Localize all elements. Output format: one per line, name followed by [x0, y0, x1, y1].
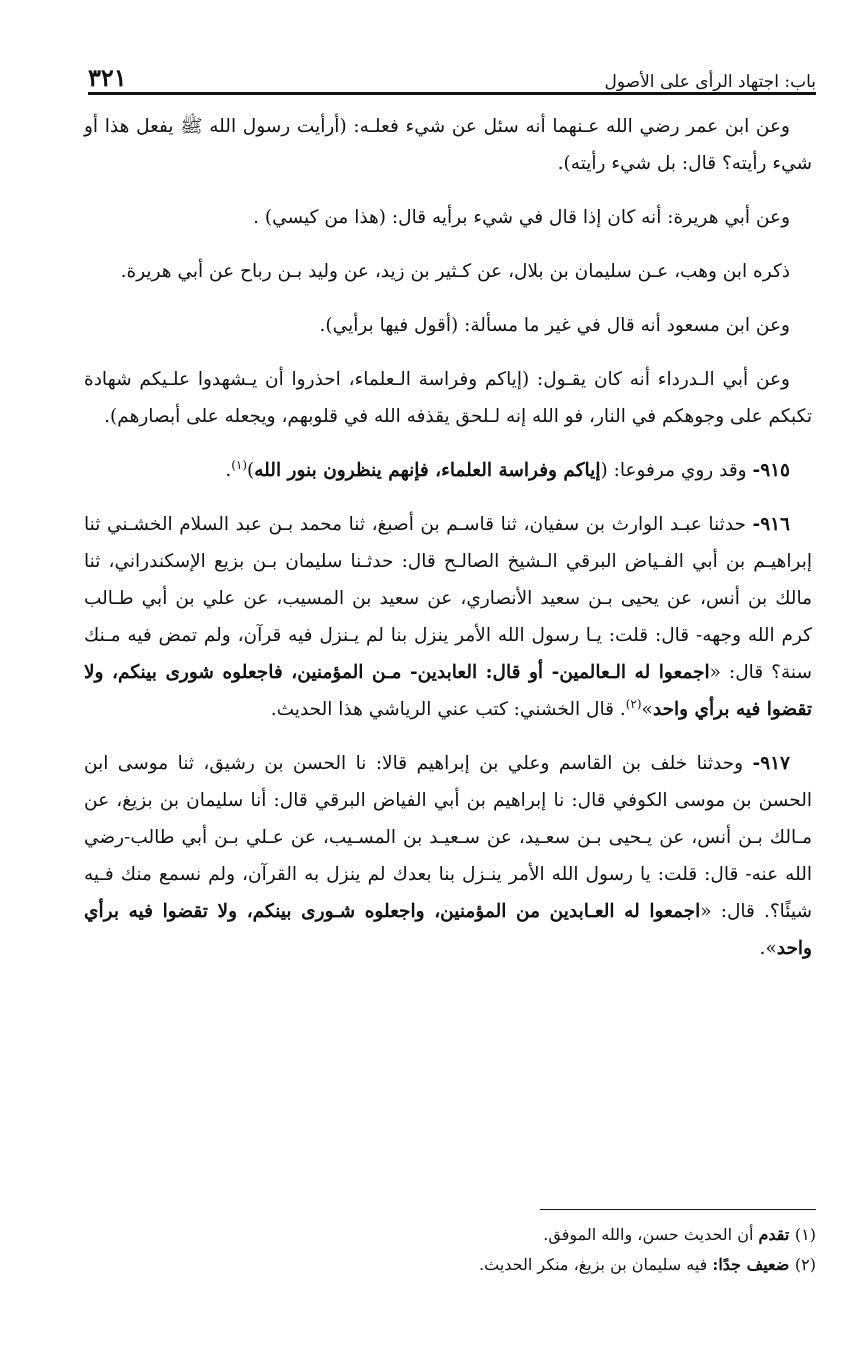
hadith-matn: اجمعوا له العـابدين من المؤمنين، واجعلوه شـورى بينكم، ولا تقضوا فيه برأي واحد	[84, 901, 812, 959]
page-header	[88, 56, 816, 92]
footnote-grade: تقدم	[758, 1225, 795, 1244]
footnote-number: (٢)	[794, 1255, 816, 1274]
footnote-ref-1[interactable]: (١)	[231, 457, 248, 472]
footnote-2	[84, 1250, 816, 1280]
footnote-rule	[540, 1209, 816, 1210]
hadith-text-close: »	[641, 699, 653, 720]
hadith-matn: إياكم وفراسة العلماء، فإنهم ينظرون بنور الله	[254, 460, 601, 481]
hadith-text-end: .	[759, 938, 766, 959]
hadith-text-close: »	[765, 938, 777, 959]
hadith-number: ٩١٥-	[752, 460, 790, 481]
page-number: ٣٢١	[88, 63, 127, 92]
footnote-grade: ضعيف جدًا:	[712, 1255, 795, 1274]
hadith-916	[84, 506, 812, 728]
paragraph-abu-darda: وعن أبي الـدرداء أنه كان يقـول: (إياكم وفراسة الـعلماء، احذروا أن يـشهدوا علـيكم شهادة تكبكم على وجوهكم في النار، فو الله إنه لـلحق يقذفه الله في قلوبهم، ويجعله على أبصارهم).	[84, 369, 812, 427]
footnotes	[84, 1220, 816, 1280]
paragraph-ibn-masud: وعن ابن مسعود أنه قال في غير ما مسألة: (أقول فيها برأيي).	[319, 315, 790, 336]
hadith-text: وقد روي مرفوعا: (	[600, 460, 753, 481]
hadith-text: وحدثنا خلف بن القاسم وعلي بن إبراهيم قالا: نا الحسن بن رشيق، ثنا موسى ابن الحسن بن موسى الكوفي قال: نا إبراهيم بن أبي الفياض البرقي قال: أنا سليمان بن بزيغ، عن مـالك بـن أنس، عن يـحيى بـن سعـيد، عن سـعيـد بن المسـيب، عن عـلي بـن أبي طالب-رضي الله عنه- قال: قلت: يا رسول الله الأمر ينـزل بنا بعدك لم ينزل به القرآن، ولم نسمع منك فـيه شيئًا؟. قال: «	[84, 753, 812, 922]
main-text	[84, 108, 812, 984]
header-rule	[88, 92, 816, 95]
hadith-text-end: .	[225, 460, 232, 481]
chapter-title: باب: اجتهاد الرأى على الأصول	[604, 72, 816, 92]
footnote-ref-2[interactable]: (٢)	[625, 696, 642, 711]
hadith-number: ٩١٧-	[752, 753, 790, 774]
paragraph-ibn-wahb-chain: ذكره ابن وهب، عـن سليمان بن بلال، عن كـثير بن زيد، عن وليد بـن رباح عن أبي هريرة.	[120, 261, 790, 282]
hadith-number: ٩١٦-	[752, 514, 790, 535]
paragraph-abu-hurayra: وعن أبي هريرة: أنه كان إذا قال في شيء برأيه قال: (هذا من كيسي) .	[253, 207, 790, 228]
hadith-text-end: . قال الخشني: كتب عني الرياشي هذا الحديث.	[270, 699, 626, 720]
footnote-text: أن الحديث حسن، والله الموفق.	[543, 1225, 759, 1244]
footnote-text: فيه سليمان بن بزيغ، منكر الحديث.	[479, 1255, 713, 1274]
hadith-text: حدثنا عبـد الوارث بن سفيان، ثنا قاسـم بن أصبغ، ثنا محمد بـن عبد السلام الخشـني ثنا إبراهيـم بن أبي الفـياض البرقي الـشيخ الصالـح قال: حدثـنا سليمان بـن بزيع الإسكندراني، ثنا مالك بن أنس، عن يحيى بـن سعيد الأنصاري، عن سعيد بن المسيب، عن علي بن أبي طـالب كرم الله وجهه- قال: قلت: يـا رسول الله الأمر ينزل بنا لم يـنزل فيه قرآن، ولم تمض فيه مـنك سنة؟ قال: «	[84, 514, 812, 683]
hadith-917	[84, 745, 812, 967]
hadith-text-close: )	[247, 460, 255, 481]
footnote-number: (١)	[794, 1225, 816, 1244]
hadith-915	[84, 452, 812, 489]
footnote-1	[84, 1220, 816, 1250]
paragraph-ibn-umar: وعن ابن عمر رضي الله عـنهما أنه سئل عن شيء فعلـه: (أرأيت رسول الله ﷺ يفعل هذا أو شيء رأيته؟ قال: بل شيء رأيته).	[84, 116, 812, 174]
hadith-matn: اجمعوا له الـعالمين- أو قال: العابدين- مـن المؤمنين، فاجعلوه شورى بينكم، ولا تقضوا فيه برأي واحد	[84, 662, 812, 720]
